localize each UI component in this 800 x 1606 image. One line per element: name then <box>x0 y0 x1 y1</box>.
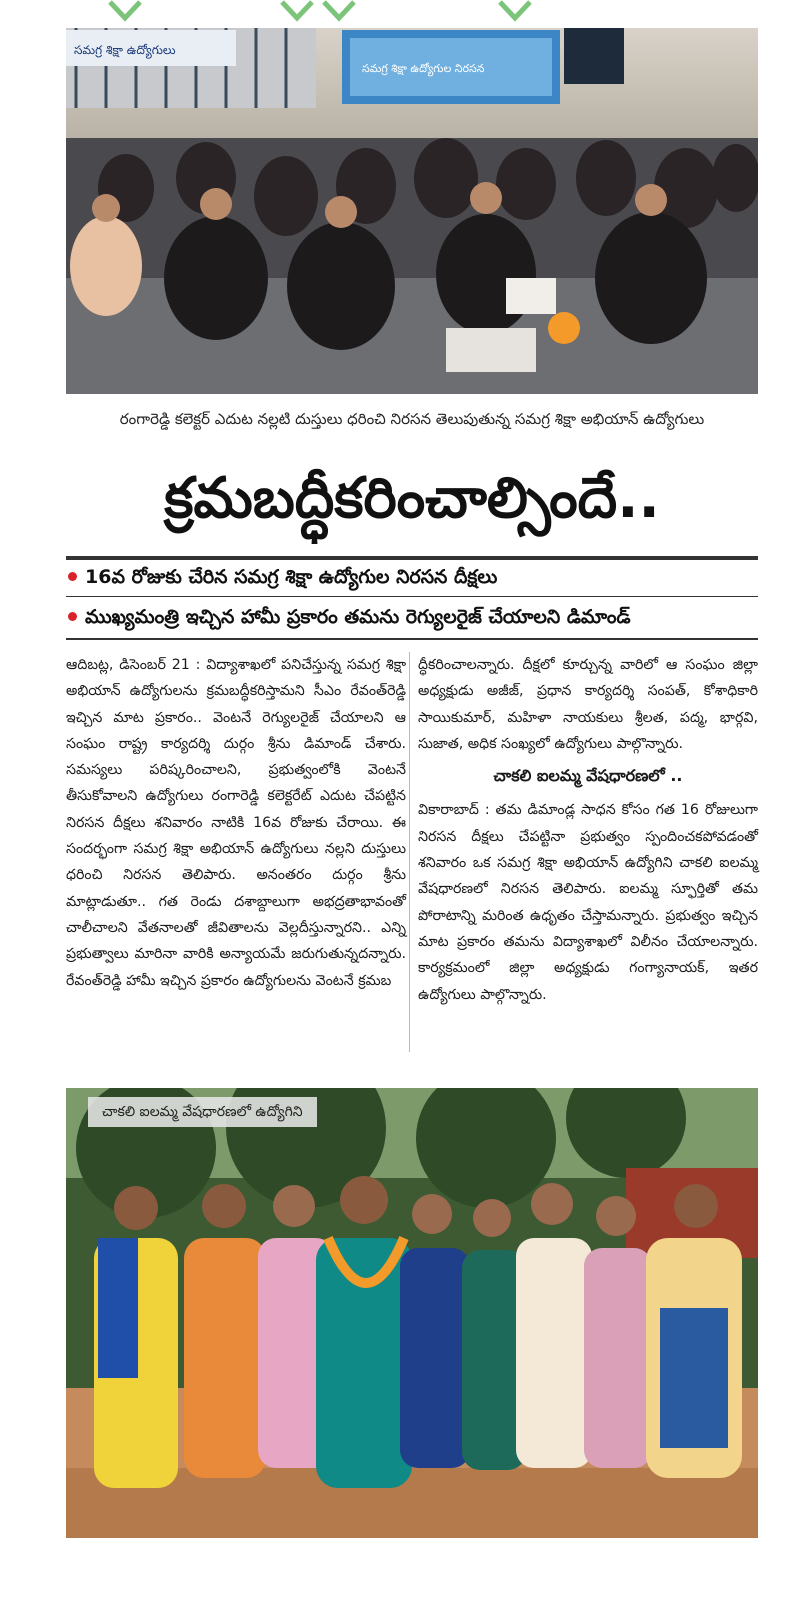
top-strip <box>0 0 800 26</box>
deck-text-2: ముఖ్యమంత్రి ఇచ్చిన హామీ ప్రకారం తమను రెగ్యులరైజ్ చేయాలని డిమాండ్ <box>85 606 631 628</box>
article-paragraph: వికారాబాద్ : తమ డిమాండ్ల సాధన కోసం గత 16 రోజులుగా నిరసన దీక్షలు చేపట్టినా ప్రభుత్వం స్పందించకపోవడంతో శనివారం ఒక సమగ్ర శిక్షా అభియాన్ ఉద్యోగిని చాకలి ఐలమ్మ వేషధారణలో నిరసన తెలిపారు. ఐలమ్మ స్ఫూర్తితో తమ పోరాటాన్ని మరింత ఉధృతం చేస్తామన్నారు. ప్రభుత్వం ఇచ్చిన మాట ప్రకారం తమను విద్యాశాఖలో విలీనం చేయాలన్నారు. కార్యక్రమంలో జిల్లా అధ్యక్షుడు గంగ్యానాయక్, ఇతర ఉద్యోగులు పాల్గొన్నారు. <box>418 802 758 1003</box>
sub-headline: చాకలి ఐలమ్మ వేషధారణలో .. <box>493 766 683 786</box>
bullet-icon <box>68 612 77 621</box>
chevron-decor-icon <box>322 0 356 22</box>
ilamma-photo <box>66 1088 758 1538</box>
photo-top-caption: రంగారెడ్డి కలెక్టర్ ఎదుట నల్లటి దుస్తులు ధరించి నిరసన తెలుపుతున్న సమగ్ర శిక్షా అభియాన్ ఉద్యోగులు <box>119 410 705 428</box>
photo-bottom-caption: చాకలి ఐలమ్మ వేషధారణలో ఉద్యోగిని <box>88 1097 317 1127</box>
deck-divider <box>66 638 758 640</box>
banner-text-right: సమగ్ర శిక్షా ఉద్యోగుల నిరసన <box>362 62 485 75</box>
chevron-decor-icon <box>280 0 314 22</box>
chevron-decor-icon <box>108 0 142 22</box>
deck-divider <box>66 596 758 597</box>
deck-line-2 <box>66 600 758 634</box>
banner-text-left: సమగ్ర శిక్షా ఉద్యోగులు <box>74 43 176 57</box>
headline: క్రమబద్ధీకరించాల్సిందే.. <box>164 466 660 531</box>
deck-line-1 <box>66 560 758 594</box>
article-body-left: ఆదిబట్ల, డిసెంబర్ 21 : విద్యాశాఖలో పనిచేస్తున్న సమగ్ర శిక్షా అభియాన్ ఉద్యోగులను క్రమబద్ధీకరిస్తామని సీఎం రేవంత్‌రెడ్డి ఇచ్చిన మాట ప్రకారం.. వెంటనే రెగ్యులరైజ్ చేయాలని ఆ సంఘం రాష్ట్ర కార్యదర్శి దుర్గం శ్రీను డిమాండ్ చేశారు. సమస్యలు పరిష్కరించాలని, ప్రభుత్వంలోకి వెంటనే తీసుకోవాలని ఉద్యోగులు రంగారెడ్డి కలెక్టరేట్ ఎదుట చేపట్టిన నిరసన దీక్షలు శనివారం నాటికి 16వ రోజుకు చేరాయి. ఈ సందర్భంగా సమగ్ర శిక్షా అభియాన్ ఉద్యోగులు నల్లని దుస్తులు ధరించి నిరసన తెలిపారు. అనంతరం దుర్గం శ్రీను మాట్లాడుతూ.. గత రెండు దశాబ్దాలుగా అభద్రతాభావంతో చాలీచాలని వేతనాలతో జీవితాలను వెల్లదీస్తున్నారని.. ఎన్ని ప్రభుత్వాలు మారినా వారికి అన్యాయమే జరుగుతున్నదన్నారు. రేవంత్‌రెడ్డి హామీ ఇచ్చిన ప్రకారం ఉద్యోగులను వెంటనే క్రమబ <box>66 657 406 989</box>
column-divider <box>409 652 410 1052</box>
protest-photo <box>66 28 758 394</box>
chevron-decor-icon <box>498 0 532 22</box>
article-body-right <box>418 652 758 1008</box>
bullet-icon <box>68 572 77 581</box>
article-paragraph: ద్ధీకరించాలన్నారు. దీక్షలో కూర్చున్న వారిలో ఆ సంఘం జిల్లా అధ్యక్షుడు అజీజ్, ప్రధాన కార్యదర్శి సంపత్, కోశాధికారి సాయికుమార్, మహిళా నాయకులు శ్రీలత, పద్మ, భార్గవి, సుజాత, అధిక సంఖ్యలో ఉద్యోగులు పాల్గొన్నారు. <box>418 657 758 752</box>
deck-text-1: 16వ రోజుకు చేరిన సమగ్ర శిక్షా ఉద్యోగుల నిరసన దీక్షలు <box>85 566 498 588</box>
